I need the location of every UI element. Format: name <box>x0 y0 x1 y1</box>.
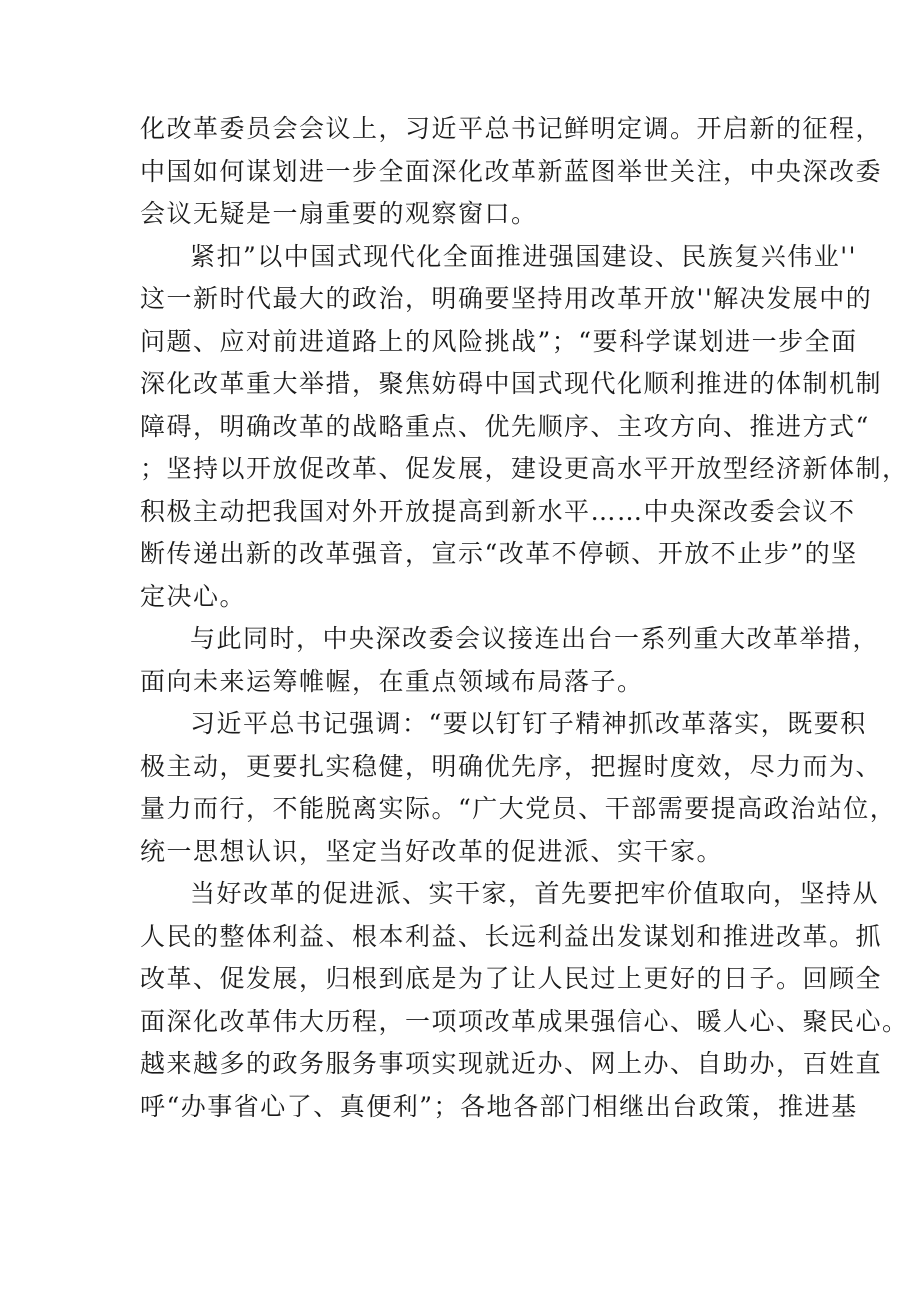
paragraph-2 <box>140 236 909 619</box>
paragraph-1 <box>140 108 883 236</box>
text-line: 障碍，明确改革的战略重点、优先顺序、主攻方向、推进方式“ <box>140 411 870 441</box>
text-line: 极主动，更要扎实稳健，明确优先序，把握时度效，尽力而为、 <box>140 751 883 781</box>
text-line: 面深化改革伟大历程，一项项改革成果强信心、暖人心、聚民心。 <box>140 1006 909 1036</box>
paragraph-4 <box>140 703 897 873</box>
article-body <box>140 108 909 1128</box>
text-line: 与此同时，中央深改委会议接连出台一系列重大改革举措， <box>190 624 880 653</box>
text-line: 改革、促发展，归根到底是为了让人民过上更好的日子。回顾全 <box>140 964 883 993</box>
text-line: 化改革委员会会议上，习近平总书记鲜明定调。开启新的征程， <box>140 114 883 143</box>
text-line: 中国如何谋划进一步全面深化改革新蓝图举世关注，中央深改委 <box>140 156 883 186</box>
paragraph-5 <box>140 873 909 1128</box>
text-line: 越来越多的政务服务事项实现就近办、网上办、自助办，百姓直 <box>140 1049 883 1078</box>
text-line: 当好改革的促进派、实干家，首先要把牢价值取向，坚持从 <box>190 879 880 908</box>
text-line: 会议无疑是一扇重要的观察窗口。 <box>140 199 538 228</box>
text-line: 统一思想认识，坚定当好改革的促进派、实干家。 <box>140 836 724 866</box>
text-line: 这一新时代最大的政治，明确要坚持用改革开放''解决发展中的 <box>140 284 873 313</box>
text-line: 呼“办事省心了、真便利”；各地各部门相继出台政策，推进基 <box>140 1091 858 1121</box>
text-line: 习近平总书记强调：“要以钉钉子精神抓改革落实，既要积 <box>190 709 867 738</box>
text-line: 紧扣”以中国式现代化全面推进强国建设、民族复兴伟业'' <box>190 241 858 271</box>
text-line: 积极主动把我国对外开放提高到新水平……中央深改委会议不 <box>140 496 856 526</box>
text-line: 人民的整体利益、根本利益、长远利益出发谋划和推进改革。抓 <box>140 921 883 951</box>
text-line: 问题、应对前进道路上的风险挑战”；“要科学谋划进一步全面 <box>140 326 858 356</box>
paragraph-3 <box>140 618 880 703</box>
text-line: ；坚持以开放促改革、促发展，建设更高水平开放型经济新体制， <box>140 454 909 483</box>
text-line: 定决心。 <box>140 581 247 611</box>
text-line: 量力而行，不能脱离实际。“广大党员、干部需要提高政治站位， <box>140 794 897 823</box>
text-line: 面向未来运筹帷幄，在重点领域布局落子。 <box>140 666 644 696</box>
text-line: 断传递出新的改革强音，宣示“改革不停顿、开放不止步”的坚 <box>140 539 858 568</box>
text-line: 深化改革重大举措，聚焦妨碍中国式现代化顺利推进的体制机制 <box>140 369 883 398</box>
